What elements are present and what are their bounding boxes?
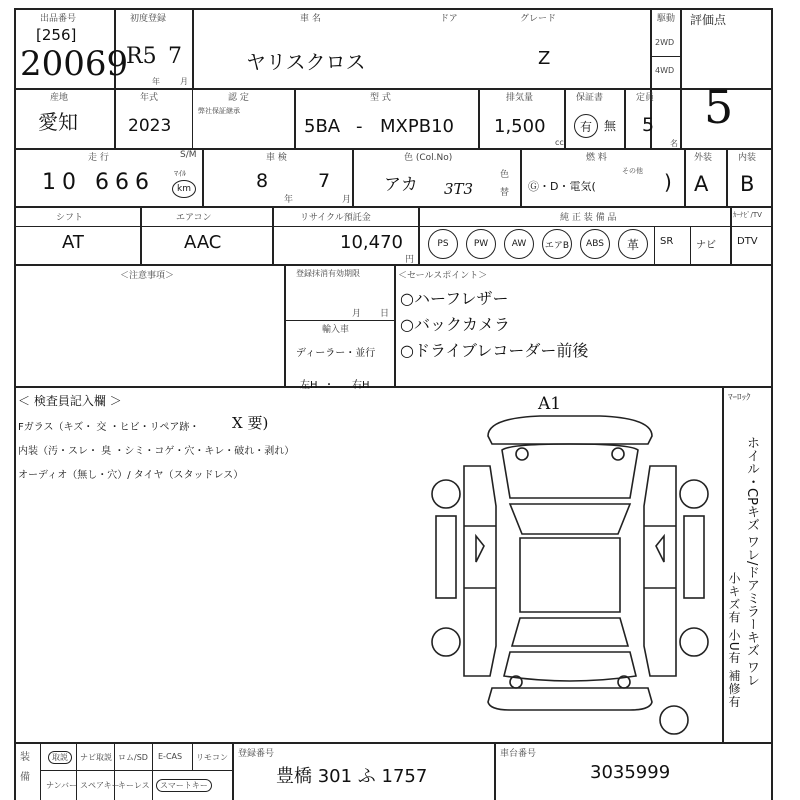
- diagram-mark: A1: [538, 394, 562, 414]
- bottom-equip-plate: ナンバー: [46, 781, 78, 790]
- aircon-value: AAC: [184, 232, 222, 253]
- smeter-label: S/M: [180, 150, 197, 160]
- chassis-label: 車台番号: [500, 749, 537, 759]
- aircon-label: エアコン: [176, 213, 212, 223]
- drive-4wd: 4WD: [655, 66, 675, 75]
- lot-label: 出品番号: [40, 14, 77, 24]
- first-reg-era: R5: [126, 44, 157, 69]
- equip-pw: PW: [466, 229, 496, 259]
- inspector-interior: 内装（汚・スレ・ 臭 ・シミ・コゲ・穴・キレ・破れ・剥れ）: [18, 446, 295, 457]
- reg-number-label: 登録番号: [238, 749, 275, 759]
- import-left: 左H: [300, 380, 318, 391]
- equip-leather: 革: [618, 229, 648, 259]
- first-reg-month: 7: [168, 44, 182, 69]
- interior-grade: B: [740, 172, 755, 196]
- type-prefix: 5BA: [304, 116, 341, 137]
- color-change-label: 色替: [500, 170, 510, 198]
- sidebar-text-notes: 小キズ有 小U有 補修有: [727, 572, 741, 709]
- sidebar-label: ﾏｰﾛｯｸ: [728, 393, 751, 403]
- equip-abs: ABS: [580, 229, 610, 259]
- exterior-label: 外装: [694, 153, 713, 163]
- lot-tag: [256]: [36, 26, 77, 44]
- first-reg-year-unit: 年: [152, 77, 160, 86]
- mileage-label: 走 行: [88, 153, 109, 163]
- fuel-options: Ⓖ・D・電気(: [528, 180, 596, 193]
- type-label: 型 式: [370, 93, 391, 103]
- registration-validity-label: 登録抹消有効期限: [296, 269, 360, 278]
- inspector-label: ＜ 検査員記入欄 ＞: [18, 394, 122, 408]
- score-label: 評価点: [690, 13, 727, 27]
- car-damage-diagram: [430, 406, 710, 736]
- shaken-year: 8: [256, 170, 269, 192]
- equip-dtv: DTV: [737, 236, 758, 247]
- inspector-audio: オーディオ（無し・穴）/ タイヤ（スタッドレス）: [18, 470, 244, 481]
- dealer-label: 弊社保証継承: [198, 107, 240, 115]
- sales-points-label: ＜セールスポイント＞: [398, 271, 488, 281]
- sales-point-3: ○ドライブレコーダー前後: [400, 341, 589, 360]
- origin-label: 産地: [50, 93, 69, 103]
- exterior-grade: A: [694, 172, 709, 196]
- displacement-unit: cc: [555, 138, 564, 147]
- fuel-close: ): [664, 170, 672, 194]
- bottom-equip-keyless: キーレス: [118, 781, 150, 790]
- shaken-month-unit: 月: [342, 195, 352, 205]
- fuel-label: 燃 料: [586, 153, 607, 163]
- drive-label: 駆動: [657, 14, 676, 24]
- equip-sunroof: SR: [660, 236, 674, 247]
- color-label: 色 (Col.No): [404, 153, 453, 163]
- first-reg-month-unit: 月: [180, 77, 188, 86]
- shift-label: シフト: [56, 213, 84, 223]
- displacement-value: 1,500: [494, 116, 546, 137]
- bottom-equip-navi-manual: ナビ取説: [80, 753, 112, 762]
- chassis-value: 3035999: [590, 762, 671, 783]
- score-value: 5: [704, 80, 734, 134]
- recycle-value: 10,470: [340, 232, 403, 253]
- inspection-yes: 有: [574, 114, 598, 138]
- grade-value: Z: [538, 48, 551, 69]
- sales-point-1: ○ハーフレザー: [400, 289, 509, 308]
- equip-airbag: エアB: [542, 229, 572, 259]
- recycle-label: リサイクル預託金: [300, 213, 371, 223]
- type-code: MXPB10: [380, 116, 454, 137]
- notes-label: ＜注意事項＞: [120, 271, 175, 281]
- first-reg-label: 初度登録: [130, 14, 167, 24]
- mileage-value: 10 666: [42, 170, 155, 195]
- car-name: ヤリスクロス: [246, 50, 366, 74]
- import-label: 輸入車: [322, 325, 350, 335]
- reg-number-value: 豊橋 301 ふ 1757: [276, 766, 428, 787]
- door-label: ドア: [440, 14, 458, 24]
- bottom-equip-manual: 取説: [48, 751, 72, 764]
- inspector-fglass: Fガラス（キズ・ 交 ・ヒビ・リペア跡・: [18, 422, 200, 433]
- mileage-unit: km: [172, 180, 196, 198]
- bottom-equip-rom: ロム/SD: [118, 753, 148, 762]
- car-name-label: 車 名: [300, 14, 321, 24]
- bottom-equip-spare-key: スペアキー: [80, 781, 120, 790]
- origin-value: 愛知: [38, 110, 78, 134]
- fglass-handwritten-mark: X 要): [232, 414, 269, 432]
- mileage-unit-top: ﾏｲﾙ: [174, 169, 186, 178]
- capacity-unit: 名: [670, 139, 678, 148]
- sidebar-text-main: ホイル・CPキズ ワレ/ドアミラーキズ ワレ: [744, 436, 759, 687]
- capacity-label: 定員: [636, 93, 655, 103]
- equip-navi: ナビ: [696, 240, 716, 251]
- bottom-equip-smartkey: スマートキー: [156, 779, 212, 792]
- fuel-other-label: その他: [622, 167, 643, 175]
- inspection-label: 保証書: [576, 93, 604, 103]
- equip-aw: AW: [504, 229, 534, 259]
- bottom-equip-ecas: E-CAS: [158, 752, 183, 761]
- shaken-month: 7: [318, 170, 331, 192]
- shift-value: AT: [62, 232, 84, 253]
- certified-label: 認 定: [228, 93, 249, 103]
- model-year-value: 2023: [128, 116, 172, 136]
- sales-point-2: ○バックカメラ: [400, 315, 510, 334]
- recycle-unit: 円: [405, 255, 415, 265]
- model-year-label: 年式: [140, 93, 159, 103]
- bottom-equip-remote: リモコン: [196, 753, 228, 762]
- grade-label: グレード: [520, 14, 557, 24]
- lot-number: 20069: [20, 44, 129, 84]
- registration-month-label: 月: [352, 309, 362, 319]
- type-sep: -: [356, 116, 363, 137]
- capacity-value: 5: [642, 114, 655, 136]
- bottom-equipment-label: 装備: [20, 752, 30, 783]
- inspection-no: 無: [604, 119, 617, 133]
- shaken-label: 車 検: [266, 153, 287, 163]
- color-code: 3T3: [444, 180, 474, 198]
- color-name: アカ: [384, 175, 418, 195]
- nav-tv-label: ｶｰﾅﾋﾞ/TV: [733, 211, 762, 219]
- import-right: 右H: [352, 380, 370, 391]
- import-dot: ・: [324, 380, 334, 391]
- drive-2wd: 2WD: [655, 38, 675, 47]
- equipment-label: 純 正 装 備 品: [560, 213, 617, 223]
- interior-label: 内装: [738, 153, 757, 163]
- shaken-year-unit: 年: [284, 195, 294, 205]
- displacement-label: 排気量: [506, 93, 534, 103]
- registration-day-label: 日: [380, 309, 390, 319]
- equip-ps: PS: [428, 229, 458, 259]
- import-dealer: ディーラー・並行: [296, 348, 376, 359]
